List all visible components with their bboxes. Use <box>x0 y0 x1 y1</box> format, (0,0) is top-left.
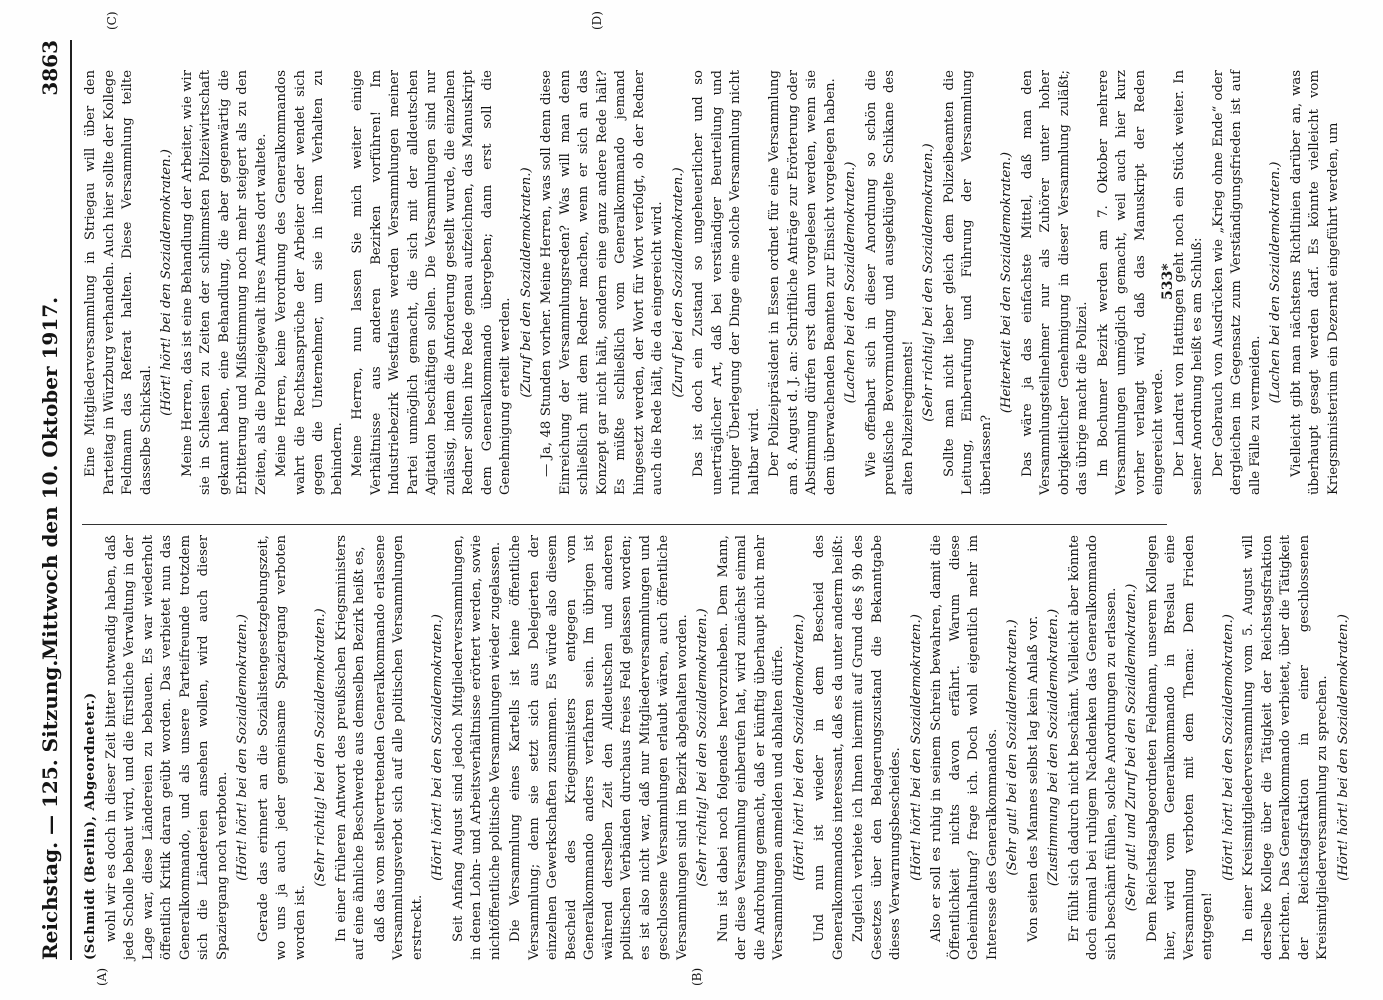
header-date: Mittwoch den 10. Oktober 1917. <box>38 296 62 660</box>
margin-marker-a: (A) <box>95 967 109 986</box>
paragraph: In einer früheren Antwort des preußischen Kriegsministers auf eine ähnliche Beschwerde aus demselben Bezirk heißt es, <box>333 535 367 960</box>
interjection: (Sehr richtig! bei den Sozialdemokraten.) <box>313 608 328 887</box>
interjection: (Hört! hört! bei den Sozialdemokraten.) <box>791 614 807 881</box>
paragraph: daß das vom stellvertretenden Generalkommando erlassene Versammlungsverbot sich auf alle politischen Versammlungen erstreckt. <box>372 535 425 960</box>
paragraph: Sollte man nicht lieber gleich dem Polizeibeamten die Leitung, Einberufung und Führung der Versammlung überlassen? <box>941 70 994 495</box>
interjection: (Hört! hört! bei den Sozialdemokraten.) <box>159 149 174 416</box>
paragraph: Meine Herren, keine Verordnung des Generalkommandos wahrt die Rechtsansprüche der Arbeiter oder wendet sich gegen die Unternehmer, um sie in ihrem Verhalten zu behindern. <box>274 70 345 495</box>
paragraph: Wie offenbart sich in dieser Anordnung so schön die preußische Bevormundung und ausgeklügelte Schikane des alten Polizeiregiments! <box>863 70 916 495</box>
paragraph: Das wäre ja das einfachste Mittel, daß man den Versammlungsteilnehmer nur als Zuhörer unter hoher obrigkeitlicher Genehmigung in dieser Versammlung zuläßt; das übrige macht die Polizei. <box>1019 70 1090 495</box>
paragraph: Meine Herren, nun lassen Sie mich weiter einige Verhältnisse aus anderen Bezirken vorführen! Im Industriebezirk Westfalens werden Versammlungen meiner Partei unmöglich gemacht, die sich mit der alldeutschen Agitation beschäftigen sollen. Die Versammlungen sind nur zulässig, indem die Anforderung gestellt wurde, die einzelnen Redner sollten ihre Rede genau aufzeichnen, das Manuskript dem Generalkommando übergeben; dann erst soll die Genehmigung erteilt werden. <box>350 70 513 495</box>
speaker-line: (Schmidt (Berlin), Abgeordneter.) <box>83 692 98 960</box>
margin-marker-b: (B) <box>690 967 704 986</box>
paragraph: Von seiten des Mannes selbst lag kein Anlaß vor. <box>1025 615 1041 942</box>
page-header <box>18 40 78 960</box>
interjection: (Hört! hört! bei den Sozialdemokraten.) <box>908 614 924 881</box>
paragraph: Der Gebrauch von Ausdrücken wie „Krieg ohne Ende“ oder dergleichen im Gegensatz zum Verständigungsfrieden ist auf alle Fälle zu vermeiden. <box>1210 70 1263 495</box>
paragraph: Zugleich verbiete ich Ihnen hiermit auf Grund des § 9b des Gesetzes über den Belagerungszustand die Bekanntgabe dieses Verwarnungsbescheides. <box>851 535 903 960</box>
interjection: (Lachen bei den Sozialdemokraten.) <box>1268 161 1283 404</box>
interjection: (Hört! hört! bei den Sozialdemokraten.) <box>235 614 250 881</box>
column-rule <box>82 524 1167 525</box>
interjection: (Zuruf bei den Sozialdemokraten.) <box>670 167 686 398</box>
paragraph: In einer Kreismitgliederversammlung vom 5. August will derselbe Kollege über die Tätigkeit der Reichstagsfraktion berichten. Das Generalkommando verbietet, über die Tätigkeit der Reichstagsfraktion in einer geschlossenen Kreismitgliederversammlung zu sprechen. <box>1241 535 1330 960</box>
header-left: Reichstag. — 125. Sitzung. <box>38 659 62 960</box>
interjection: (Heiterkeit bei den Sozialdemokraten.) <box>999 151 1014 414</box>
right-column <box>82 70 1345 495</box>
margin-marker-d: (D) <box>590 11 604 30</box>
interjection: (Zuruf bei den Sozialdemokraten.) <box>518 167 534 398</box>
interjection: (Sehr richtig! bei den Sozialdemokraten.) <box>695 608 710 887</box>
paragraph: Die Versammlung eines Kartells ist keine öffentliche Versammlung; denn sie setzt sich aus Delegierten der einzelnen Gewerkschaften zusammen. Es würde also diesem Bescheid des Kriegsministers entgegen vom Generalkommando anders verfahren sein. Im übrigen ist während derselben Zeit den Alldeutschen und anderen politischen Verbänden durchaus freies Feld gelassen worden; es ist also nicht war, daß nur Mitgliederversammlungen und geschlossene Versammlungen erlaubt wären, auch öffentliche Versammlungen sind im Bezirk abgehalten worden. <box>508 535 690 960</box>
paragraph: Gerade das erinnert an die Sozialistengesetzgebungszeit, wo uns ja auch jeder gemeinsame Spaziergang verboten worden ist. <box>255 535 308 960</box>
interjection: (Hört! hört! bei den Sozialdemokraten.) <box>1220 614 1236 881</box>
interjection: (Sehr gut! bei den Sozialdemokraten.) <box>1005 619 1020 876</box>
interjection: (Lachen bei den Sozialdemokraten.) <box>843 161 858 404</box>
paragraph: Meine Herren, das ist eine Behandlung der Arbeiter, wie wir sie in Schlesien zu Zeiten der schlimmsten Polizeiwirtschaft gekannt haben, eine Behandlung, die aber gegenwärtig die Erbitterung und Mißstimmung noch mehr steigert als zu den Zeiten, als die Polizeigewalt ihres Amtes dort waltete. <box>179 70 269 495</box>
paragraph: Im Bochumer Bezirk werden am 7. Oktober mehrere Versammlungen unmöglich gemacht, weil auch hier kurz vorher verlangt wird, daß das Manuskript der Reden eingereicht werde. <box>1095 70 1166 495</box>
paragraph: Eine Mitgliederversammlung in Striegau will über den Parteitag in Würzburg verhandeln. Auch hier sollte der Kollege Feldmann das Referat halten. Diese Versammlung teilte dasselbe Schicksal. <box>83 70 154 495</box>
page-number: 3863 <box>38 40 62 96</box>
paragraph: Er fühlt sich dadurch nicht beschämt. Vielleicht aber könnte doch einmal bei ruhigem Nachdenken das Generalkommando sich beschämt fühlen, solche Anordnungen zu erlassen. <box>1066 535 1119 960</box>
paragraph: Und nun ist wieder in dem Bescheid des Generalkommandos interessant, daß es da unter anderm heißt: <box>812 535 846 960</box>
paragraph: Vielleicht gibt man nächstens Richtlinien darüber an, was überhaupt gesagt werden darf. Es könnte vielleicht vom Kriegsministerium ein Dezernat eingeführt werden, um <box>1288 70 1341 495</box>
left-column <box>82 535 1355 960</box>
header-rule <box>70 40 72 960</box>
interjection: (Sehr richtig! bei den Sozialdemokraten.) <box>921 143 936 422</box>
margin-marker-c: (C) <box>105 11 119 30</box>
interjection: (Hört! hört! bei den Sozialdemokraten.) <box>1335 614 1351 881</box>
paragraph: Dem Reichstagsabgeordneten Feldmann, unserem Kollegen hier, wird vom Generalkommando in Breslau eine Versammlung verboten mit dem Thema: Dem Frieden entgegen! <box>1144 535 1215 960</box>
paragraph: Seit Anfang August sind jedoch Mitgliederversammlungen, in denen Lohn- und Arbeitsverhältnisse erörtert werden, sowie nichtöffentliche politische Versammlungen wieder zugelassen. <box>450 535 503 960</box>
paragraph: Der Landrat von Hattingen geht noch ein Stück weiter. In seiner Anordnung heißt es am Schluß: <box>1171 70 1205 495</box>
interjection: (Hört! hört! bei den Sozialdemokraten.) <box>430 614 445 881</box>
paragraph: Also er soll es ruhig in seinem Schrein bewahren, damit die Öffentlichkeit nichts davon erfährt. Warum diese Geheimhaltung? frage ich. Doch wohl eigentlich mehr im Interesse des Generalkommandos. <box>929 535 1000 960</box>
interjection: (Sehr gut! und Zuruf bei den Sozialdemokraten.) <box>1124 583 1139 912</box>
interjection: (Zustimmung bei den Sozialdemokraten.) <box>1046 608 1061 887</box>
paragraph: Das ist doch ein Zustand so ungeheuerlicher und so unerträglicher Art, daß bei verständiger Beurteilung und ruhiger Überlegung der Dinge eine solche Versammlung nicht haltbar wird. <box>691 70 762 495</box>
paragraph: wohl wir es doch in dieser Zeit bitter notwendig haben, daß jede Scholle bebaut wird, und die fürstliche Verwaltung in der Lage war, diese Ländereien zu bebauen. Es war wiederholt öffentlich Kritik daran geübt worden. Das verbietet nun das Generalkommando, und als unsere Parteifreunde trotzdem sich die Ländereien ansehen wollen, wird auch dieser Spaziergang noch verboten. <box>103 535 230 960</box>
page-footer: 533* <box>1160 263 1176 300</box>
paragraph: — Ja, 48 Stunden vorher. Meine Herren, was soll denn diese Einreichung der Versammlungsreden? Was will man denn schließlich mit dem Redner machen, wenn er sich an das Konzept gar nicht hält, sondern eine ganz andere Rede hält? Es müßte schließlich vom Generalkommando jemand hingesetzt werden, der Wort für Wort verfolgt, ob der Redner auch die Rede hält, die da eingereicht wird. <box>539 70 665 495</box>
paragraph: Der Polizeipräsident in Essen ordnet für eine Versammlung am 8. August d. J. an: Schriftliche Anträge zur Erörterung oder Abstimmung dürfen erst dann vorgelesen werden, wenn sie dem überwachenden Beamten zur Einsicht vorgelegen haben. <box>767 70 838 495</box>
paragraph: Nun ist dabei noch folgendes hervorzuheben. Dem Mann, der diese Versammlung einberufen hat, wird zunächst einmal die Androhung gemacht, daß er künftig überhaupt nicht mehr Versammlungen anmelden und abhalten dürfe. <box>715 535 786 960</box>
